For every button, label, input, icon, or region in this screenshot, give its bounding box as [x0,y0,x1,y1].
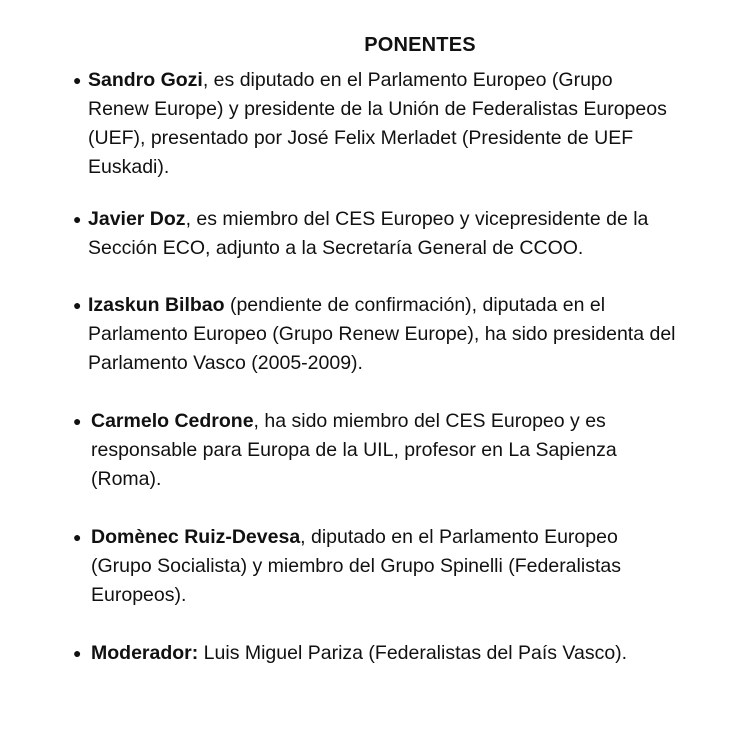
speaker-item-sandro-gozi [0,66,750,182]
bullet-icon: ● [73,529,82,545]
speaker-item-javier-doz [0,205,750,263]
speaker-description: , diputado en el Parlamento Europeo (Grupo Socialista) y miembro del Grupo Spinelli (Federalistas Europeos). [91,526,621,606]
bullet-icon: ● [73,297,82,313]
speaker-description: , es diputado en el Parlamento Europeo (Grupo Renew Europe) y presidente de la Unión de Federalistas Europeos (UEF), presentado por José Felix Merladet (Presidente de UEF Euskadi). [88,69,667,178]
speaker-item-domenec-ruiz-devesa [0,523,750,610]
speaker-description: Luis Miguel Pariza (Federalistas del País Vasco). [198,642,628,664]
speaker-item-moderador [0,639,750,668]
speaker-name: Sandro Gozi [88,69,203,91]
bullet-icon: ● [73,645,82,661]
bullet-icon: ● [73,413,82,429]
speaker-name: Moderador: [91,642,199,664]
bullet-icon: ● [73,211,82,227]
speaker-item-carmelo-cedrone [0,407,750,494]
speaker-item-izaskun-bilbao [0,291,750,378]
speaker-text [0,205,678,263]
bullet-icon: ● [73,72,82,88]
speaker-description: , ha sido miembro del CES Europeo y es responsable para Europa de la UIL, profesor en La Sapienza (Roma). [91,410,617,490]
speaker-description: (pendiente de confirmación), diputada en el Parlamento Europeo (Grupo Renew Europe), ha sido presidenta del Parlamento Vasco (2005-2009). [88,294,676,374]
speaker-text [0,523,681,610]
speaker-name: Domènec Ruiz-Devesa [91,526,301,548]
speaker-text [0,66,678,182]
speaker-description: , es miembro del CES Europeo y vicepresidente de la Sección ECO, adjunto a la Secretaría General de CCOO. [88,208,649,259]
speaker-list [0,66,750,668]
speaker-text [0,407,681,494]
speaker-text [0,291,678,378]
speaker-name: Izaskun Bilbao [88,294,225,316]
speaker-name: Carmelo Cedrone [91,410,254,432]
speaker-text [0,639,681,668]
page-title: PONENTES [364,34,476,56]
speaker-name: Javier Doz [88,208,186,230]
